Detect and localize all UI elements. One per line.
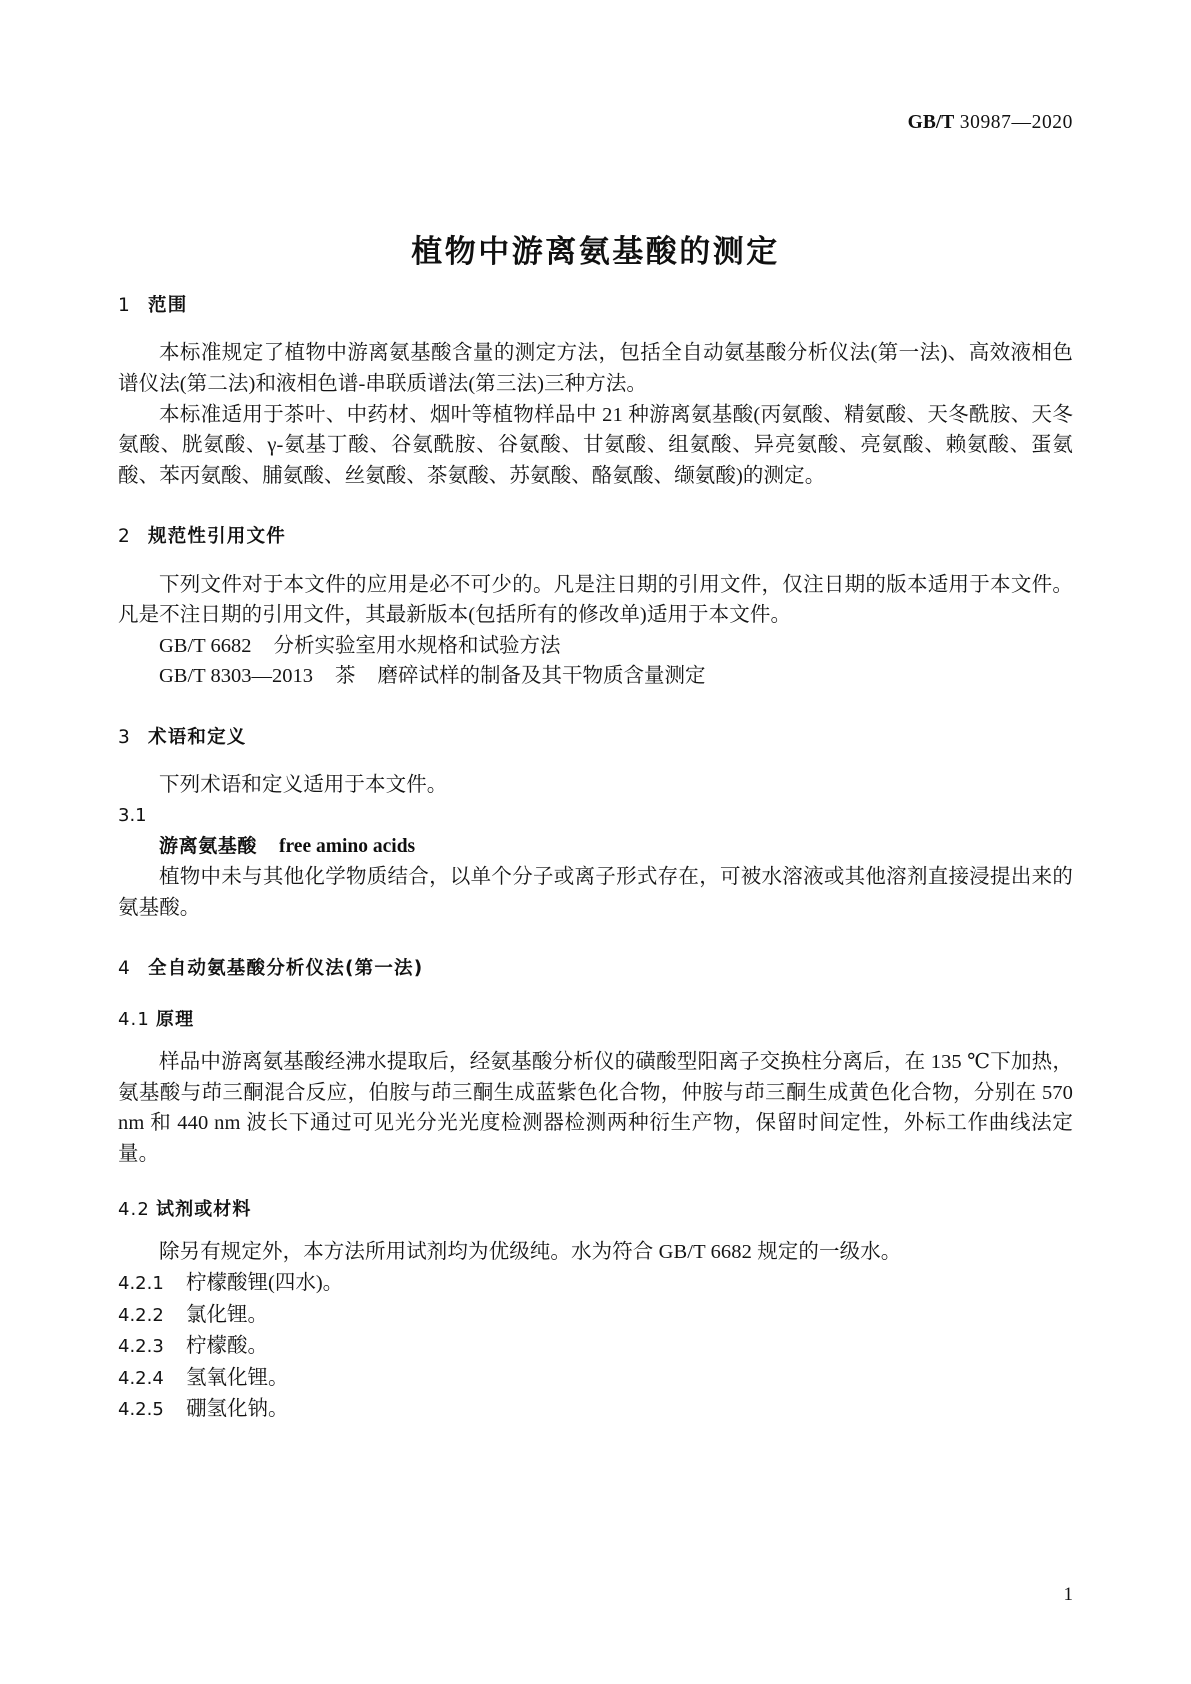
clause-1-paragraph-1: 本标准规定了植物中游离氨基酸含量的测定方法，包括全自动氨基酸分析仪法(第一法)、高效液相色谱仪法(第二法)和液相色谱-串联质谱法(第三法)三种方法。 [118,342,1073,395]
reagent-item-number-4-2-1: 4.2.1 [118,1273,164,1295]
subclause-title-4-2: 试剂或材料 [156,1198,252,1220]
term-number: 3.1 [118,804,147,826]
term-definition: 植物中未与其他化学物质结合，以单个分子或离子形式存在，可被水溶液或其他溶剂直接浸提出来的氨基酸。 [118,865,1073,919]
document-title: 植物中游离氨基酸的测定 [411,233,780,270]
clause-3-paragraph-1: 下列术语和定义适用于本文件。 [159,774,448,797]
clause-heading-2 [118,527,1073,547]
subclause-heading-4-2 [118,1200,1073,1220]
clause-title-3: 术语和定义 [148,727,247,749]
clause-title-4: 全自动氨基酸分析仪法(第一法) [148,958,424,980]
reagent-item-number-4-2-5: 4.2.5 [118,1399,164,1421]
reagent-item-number-4-2-2: 4.2.2 [118,1304,164,1326]
clause-heading-3 [118,728,1073,748]
running-header [118,112,1073,134]
reagent-item-4-2-5 [118,1394,1073,1426]
reagent-item-text-4-2-5: 硼氢化钠。 [186,1398,289,1421]
clause-2-paragraph-1: 下列文件对于本文件的应用是必不可少的。凡是注日期的引用文件，仅注日期的版本适用于本文件。凡是不注日期的引用文件，其最新版本(包括所有的修改单)适用于本文件。 [118,573,1073,627]
reagent-item-4-2-3 [118,1331,1073,1363]
subclause-heading-4-1 [118,1010,1073,1030]
clause-number-2: 2 [118,526,131,548]
clause-heading-1 [118,296,1073,316]
reagent-item-number-4-2-4: 4.2.4 [118,1367,164,1389]
document-body [118,296,1073,1426]
term-name-zh: 游离氨基酸 [159,834,258,857]
clause-number-1: 1 [118,295,131,316]
normative-reference-1 [118,631,1073,662]
standard-code-prefix: GB/T [907,112,955,133]
normative-reference-1-code: GB/T 6682 [159,634,252,657]
normative-reference-2 [118,661,1073,692]
clause-number-3: 3 [118,727,131,749]
subclause-number-4-2: 4.2 [118,1198,150,1220]
reagent-item-4-2-1 [118,1268,1073,1300]
clause-number-4: 4 [118,958,131,980]
reagent-item-4-2-2 [118,1300,1073,1332]
standard-code-number: 30987—2020 [954,112,1073,133]
reagent-item-text-4-2-2: 氯化锂。 [186,1303,268,1326]
term-name-en: free amino acids [279,835,416,857]
clause-1-paragraph-2: 本标准适用于茶叶、中药材、烟叶等植物样品中 21 种游离氨基酸(丙氨酸、精氨酸、天冬酰胺、天冬氨酸、胱氨酸、γ-氨基丁酸、谷氨酰胺、谷氨酸、甘氨酸、组氨酸、异亮氨酸、亮氨酸、赖氨酸、蛋氨酸、苯丙氨酸、脯氨酸、丝氨酸、茶氨酸、苏氨酸、酪氨酸、缬氨酸)的测定。 [118,403,1073,487]
reagent-item-text-4-2-1: 柠檬酸锂(四水)。 [186,1272,344,1295]
normative-reference-2-subject: 茶 [334,665,356,688]
page-number: 1 [1063,1584,1073,1605]
clause-title-2: 规范性引用文件 [148,526,286,548]
clause-title-1: 范围 [148,295,188,316]
subclause-number-4-1: 4.1 [118,1008,150,1030]
reagent-item-number-4-2-3: 4.2.3 [118,1336,164,1358]
clause-heading-4 [118,959,1073,979]
term-name [118,831,1073,862]
normative-reference-1-title: 分析实验室用水规格和试验方法 [273,634,561,657]
normative-reference-2-title: 磨碎试样的制备及其干物质含量测定 [377,665,706,688]
normative-reference-2-code: GB/T 8303—2013 [159,665,313,688]
subclause-4-2-paragraph-1: 除另有规定外，本方法所用试剂均为优级纯。水为符合 GB/T 6682 规定的一级水。 [159,1241,902,1264]
subclause-4-1-paragraph-1: 样品中游离氨基酸经沸水提取后，经氨基酸分析仪的磺酸型阳离子交换柱分离后，在 135 ℃下加热，氨基酸与茚三酮混合反应，伯胺与茚三酮生成蓝紫色化合物，仲胺与茚三酮生成黄色化合物，分别在 570 nm 和 440 nm 波长下通过可见光分光光度检测器检测两种衍生产物，保留时间定性，外标工作曲线法定量。 [118,1051,1073,1166]
reagent-item-text-4-2-4: 氢氧化锂。 [186,1366,289,1389]
reagent-item-text-4-2-3: 柠檬酸。 [186,1335,268,1358]
reagent-item-4-2-4 [118,1363,1073,1395]
subclause-title-4-1: 原理 [156,1008,195,1030]
